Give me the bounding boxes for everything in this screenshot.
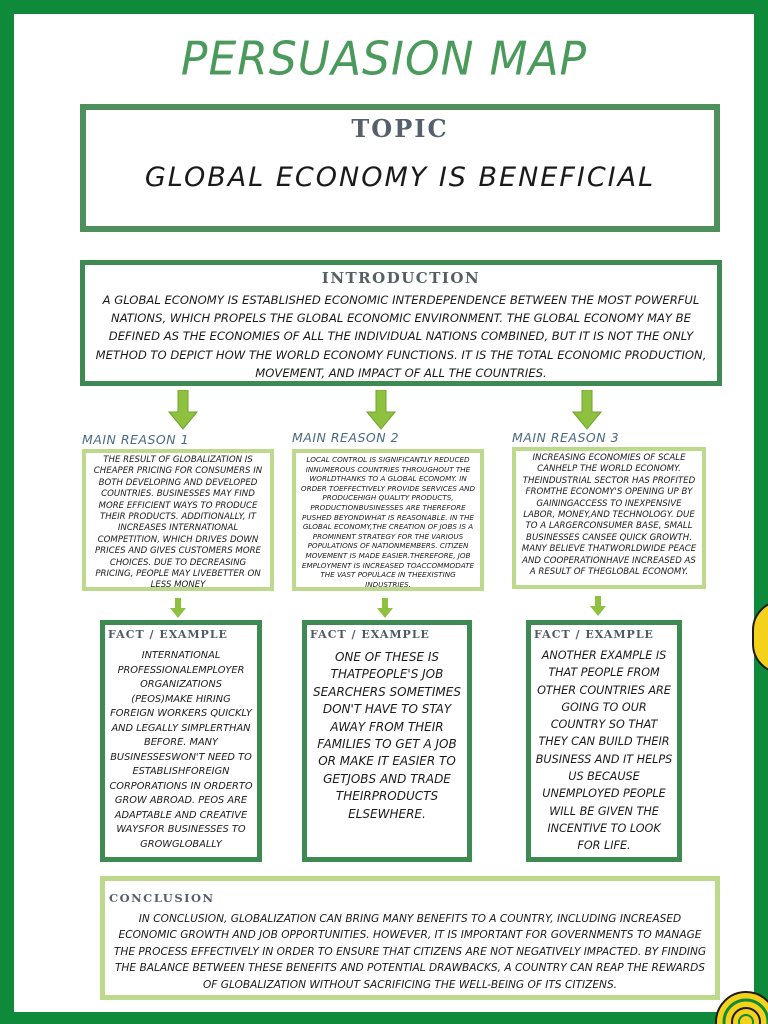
fact-example-2-box <box>302 620 472 862</box>
main-reason-2-text: LOCAL CONTROL IS SIGNIFICANTLY REDUCED INNUMEROUS COUNTRIES THROUGHOUT THE WORLDTHANKS TO A GLOBAL ECONOMY. IN ORDER TOEFFECTIVELY PROVIDE SERVICES AND PRODUCEHIGH QUALITY PRODUCTS, PRODUCTIONBUSINESSES ARE THEREFORE PUSHED BEYONDWHAT IS REASONABLE. IN THE GLOBAL ECONOMY,THE CREATION OF JOBS IS A PROMINENT STRATEGY FOR THE VARIOUS POPULATIONS OF NATIONMEMBERS. CITIZEN MOVEMENT IS MADE EASIER.THEREFORE, JOB EMPLOYMENT IS INCREASED TOACCOMMODATE THE VAST POPULACE IN THEEXISTING INDUSTRIES. <box>300 455 476 589</box>
main-reason-3-box <box>512 447 706 589</box>
main-reason-1-label: MAIN REASON 1 <box>82 432 190 447</box>
introduction-label: INTRODUCTION <box>321 269 481 287</box>
conclusion-box <box>100 876 720 1000</box>
fact-example-3-box <box>526 620 682 862</box>
conclusion-label: CONCLUSION <box>109 891 215 905</box>
fact-example-1-box <box>100 620 262 862</box>
fact-example-3-label: FACT / EXAMPLE <box>534 628 654 641</box>
arrow-down-icon <box>170 598 186 618</box>
fact-example-2-text: ONE OF THESE IS THATPEOPLE'S JOB SEARCHERS SOMETIMES DON'T HAVE TO STAY AWAY FROM THEIR FAMILIES TO GET A JOB OR MAKE IT EASIER TO GETJOBS AND TRADE THEIRPRODUCTS ELSEWHERE. <box>313 650 461 821</box>
arrow-down-icon <box>366 390 396 430</box>
fact-example-2-label: FACT / EXAMPLE <box>310 628 430 641</box>
main-reason-3-text: INCREASING ECONOMIES OF SCALE CANHELP THE WORLD ECONOMY. THEINDUSTRIAL SECTOR HAS PROFITED FROMTHE ECONOMY'S OPENING UP BY GAININGACCESS TO INEXPENSIVE LABOR, MONEY,AND TECHNOLOGY. DUE TO A LARGERCONSUMER BASE, SMALL BUSINESSES CANSEE QUICK GROWTH. MANY BELIEVE THATWORLDWIDE PEACE AND COOPERATIONHAVE INCREASED AS A RESULT OF THEGLOBAL ECONOMY. <box>521 453 697 578</box>
fact-example-3-text: ANOTHER EXAMPLE IS THAT PEOPLE FROM OTHER COUNTRIES ARE GOING TO OUR COUNTRY SO THAT THEY CAN BUILD THEIR BUSINESS AND IT HELPS US BECAUSE UNEMPLOYED PEOPLE WILL BE GIVEN THE INCENTIVE TO LOOK FOR LIFE. <box>535 649 673 853</box>
main-reason-1-box <box>82 449 274 591</box>
main-reason-3-label: MAIN REASON 3 <box>512 430 620 445</box>
topic-text: GLOBAL ECONOMY IS BENEFICIAL <box>144 162 656 193</box>
page-title: PERSUASION MAP <box>180 32 588 87</box>
topic-label: TOPIC <box>351 114 449 143</box>
arrow-down-icon <box>168 390 198 430</box>
introduction-text: A GLOBAL ECONOMY IS ESTABLISHED ECONOMIC INTERDEPENDENCE BETWEEN THE MOST POWERFUL NATIONS, WHICH PROPELS THE GLOBAL ECONOMIC ENVIRONMENT. THE GLOBAL ECONOMY MAY BE DEFINED AS THE ECONOMIES OF ALL THE INDIVIDUAL NATIONS COMBINED, BUT IT IS NOT THE ONLY METHOD TO DEPICT HOW THE WORLD ECONOMY FUNCTIONS. IT IS THE TOTAL ECONOMIC PRODUCTION, MOVEMENT, AND IMPACT OF ALL THE COUNTRIES. <box>95 293 707 380</box>
arrow-down-icon <box>590 596 606 616</box>
main-reason-2-box <box>292 449 484 591</box>
main-reason-1-text: THE RESULT OF GLOBALIZATION IS CHEAPER PRICING FOR CONSUMERS IN BOTH DEVELOPING AND DEVELOPED COUNTRIES. BUSINESSES MAY FIND MORE EFFICIENT WAYS TO PRODUCE THEIR PRODUCTS. ADDITIONALLY, IT INCREASES INTERNATIONAL COMPETITION, WHICH DRIVES DOWN PRICES AND GIVES CUSTOMERS MORE CHOICES. DUE TO DECREASING PRICING, PEOPLE MAY LIVEBETTER ON LESS MONEY <box>93 455 263 591</box>
fact-example-1-text: INTERNATIONAL PROFESSIONALEMPLOYER ORGANIZATIONS (PEOS)MAKE HIRING FOREIGN WORKERS QUICKLY AND LEGALLY SIMPLERTHAN BEFORE. MANY BUSINESSESWON'T NEED TO ESTABLISHFOREIGN CORPORATIONS IN ORDERTO GROW ABROAD. PEOS ARE ADAPTABLE AND CREATIVE WAYSFOR BUSINESSES TO GROWGLOBALLY <box>109 650 253 850</box>
decorative-swirl-icon <box>706 988 768 1024</box>
arrow-down-icon <box>572 390 602 430</box>
introduction-box <box>80 260 722 386</box>
fact-example-1-label: FACT / EXAMPLE <box>108 628 228 641</box>
topic-box <box>80 104 720 232</box>
main-reason-2-label: MAIN REASON 2 <box>292 430 400 445</box>
conclusion-text: IN CONCLUSION, GLOBALIZATION CAN BRING MANY BENEFITS TO A COUNTRY, INCLUDING INCREASED ECONOMIC GROWTH AND JOB OPPORTUNITIES. HOWEVER, IT IS IMPORTANT FOR GOVERNMENTS TO MANAGE THE PROCESS EFFECTIVELY IN ORDER TO ENSURE THAT CITIZENS ARE NOT NEGATIVELY IMPACTED. BY FINDING THE BALANCE BETWEEN THESE BENEFITS AND POTENTIAL DRAWBACKS, A COUNTRY CAN REAP THE REWARDS OF GLOBALIZATION WITHOUT SACRIFICING THE WELL-BEING OF ITS CITIZENS. <box>113 913 707 991</box>
arrow-down-icon <box>377 598 393 618</box>
